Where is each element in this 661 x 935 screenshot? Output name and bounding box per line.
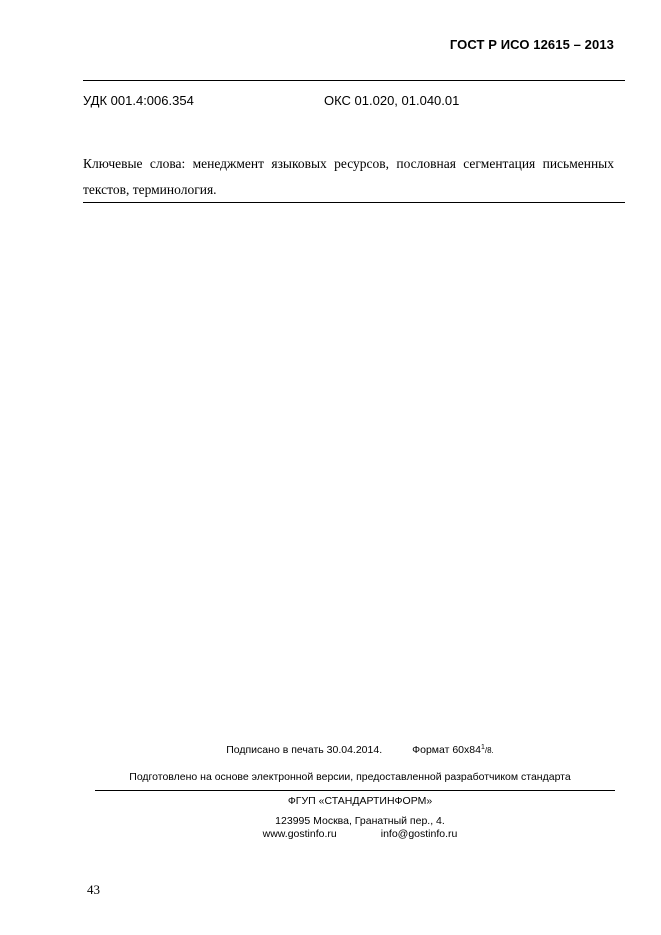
keywords-paragraph: Ключевые слова: менеджмент языковых ресурсов, пословная сегментация письменных текстов, терминология. — [83, 156, 614, 197]
imprint-divider — [95, 790, 615, 791]
page-number: 43 — [87, 882, 100, 897]
paper-format-numerator: 1 — [480, 744, 485, 751]
print-signed-line — [110, 744, 610, 756]
publisher-email: info@gostinfo.ru — [380, 828, 458, 840]
paper-format: Формат 60х84 — [412, 744, 481, 756]
keywords-divider — [83, 202, 625, 203]
prepared-note: Подготовлено на основе электронной версии, предоставленной разработчиком стандарта — [129, 771, 571, 783]
paper-format-denominator: /8. — [484, 746, 494, 755]
publisher-website: www.gostinfo.ru — [262, 828, 337, 840]
header-divider — [83, 80, 625, 81]
udk-code: УДК 001.4:006.354 — [83, 93, 194, 108]
publisher-address: 123995 Москва, Гранатный пер., 4. — [275, 815, 445, 827]
publisher-name: ФГУП «СТАНДАРТИНФОРМ» — [287, 795, 433, 807]
signed-date: Подписано в печать 30.04.2014. — [226, 744, 383, 756]
document-standard-id: ГОСТ Р ИСО 12615 – 2013 — [449, 37, 614, 52]
oks-code: ОКС 01.020, 01.040.01 — [324, 93, 460, 108]
publisher-contacts — [110, 828, 610, 840]
